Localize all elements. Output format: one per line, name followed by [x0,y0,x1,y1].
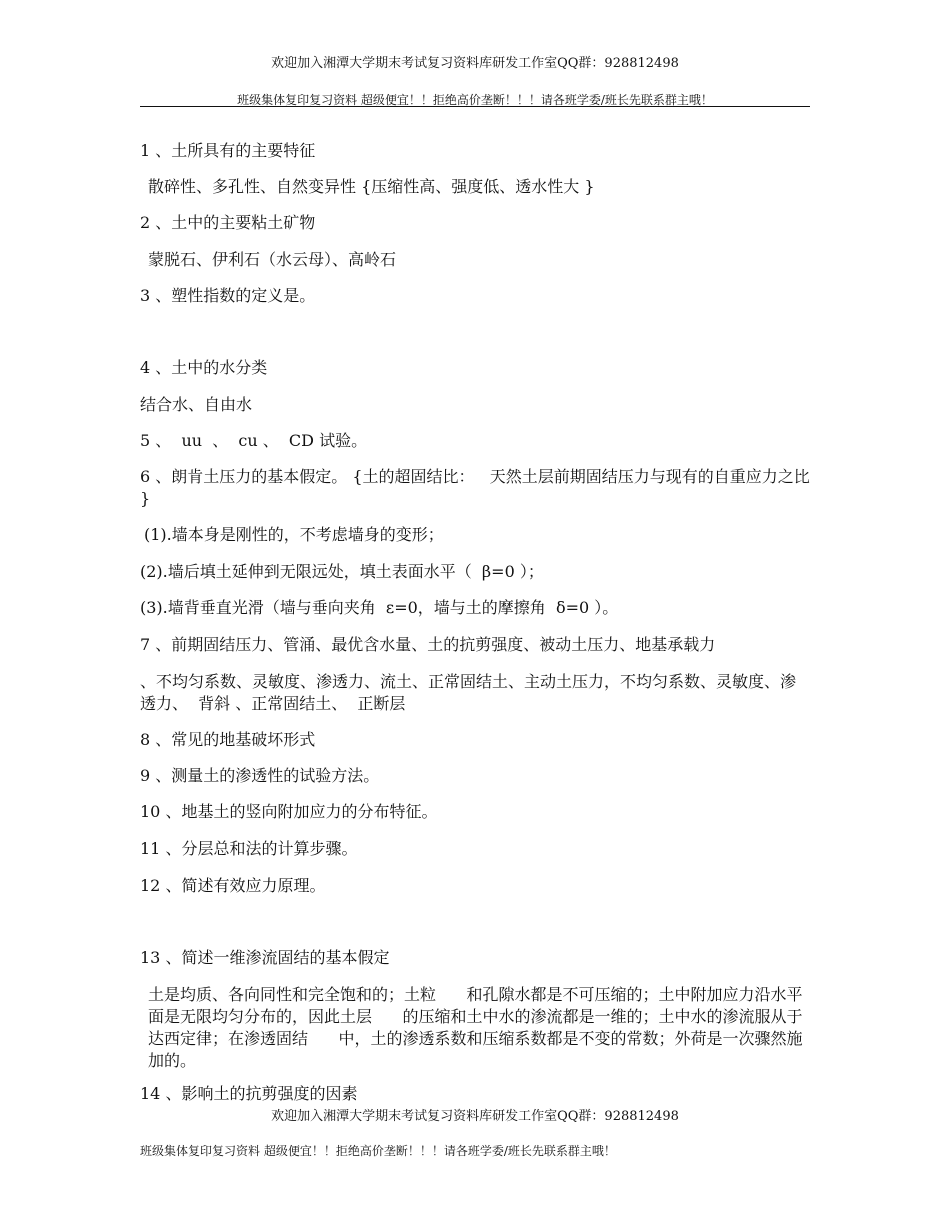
question-14: 14 、影响土的抗剪强度的因素 [140,1084,358,1103]
assumption-1: (1).墙本身是刚性的，不考虑墙身的变形； [144,525,444,544]
footer-line-2: 班级集体复印复习资料 超级便宜！！拒绝高价垄断！！！请各班学委/班长先联系群主哦！ [140,1144,616,1158]
question-3: 3 、塑性指数的定义是。 [140,286,316,305]
question-7: 7 、前期固结压力、管涌、最优含水量、土的抗剪强度、被动土压力、地基承载力 [140,635,716,654]
answer-4: 结合水、自由水 [140,395,253,414]
question-11: 11 、分层总和法的计算步骤。 [140,839,358,858]
page-footer [140,1106,810,1162]
question-6: 6 、朗肯土压力的基本假定。 {土的超固结比： 天然土层前期固结压力与现有的自重应力之比 } [140,467,815,508]
header-line-2: 班级集体复印复习资料 超级便宜！！拒绝高价垄断！！！请各班学委/班长先联系群主哦！ [237,93,713,107]
question-2: 2 、土中的主要粘土矿物 [140,213,316,232]
question-8: 8 、常见的地基破坏形式 [140,730,316,749]
question-9: 9 、测量土的渗透性的试验方法。 [140,766,380,785]
question-4: 4 、土中的水分类 [140,358,268,377]
question-1: 1 、土所具有的主要特征 [140,141,316,160]
assumption-2: (2).墙后填土延伸到无限远处，填土表面水平（ β=0 ）； [140,562,544,581]
answer-2: 蒙脱石、伊利石（水云母）、高岭石 [148,250,397,269]
question-13: 13 、简述一维渗流固结的基本假定 [140,948,390,967]
answer-1: 散碎性、多孔性、自然变异性 {压缩性高、强度低、透水性大 } [148,177,595,196]
footer-line-1: 欢迎加入湘潭大学期末考试复习资料库研发工作室QQ群：928812498 [271,1109,679,1124]
question-5: 5 、 uu 、 cu 、 CD 试验。 [140,431,368,450]
answer-13: 土是均质、各向同性和完全饱和的；土粒 和孔隙水都是不可压缩的；土中附加应力沿水平面是无限均匀分布的，因此土层 的压缩和土中水的渗流都是一维的；土中水的渗流服从于达西定律；在渗透固结 中，土的渗透系数和压缩系数都是不变的常数；外荷是一次骤然施加的。 [148,985,803,1070]
assumption-3: (3).墙背垂直光滑（墙与垂向夹角 ε=0，墙与土的摩擦角 δ=0 ）。 [140,598,619,617]
question-10: 10 、地基土的竖向附加应力的分布特征。 [140,802,438,821]
header-line-1: 欢迎加入湘潭大学期末考试复习资料库研发工作室QQ群：928812498 [271,56,679,71]
question-7-continued: 、不均匀系数、灵敏度、渗透力、流土、正常固结土、主动土压力，不均匀系数、灵敏度、渗透力、 背斜 、正常固结土、 正断层 [140,672,797,713]
question-12: 12 、简述有效应力原理。 [140,876,326,895]
